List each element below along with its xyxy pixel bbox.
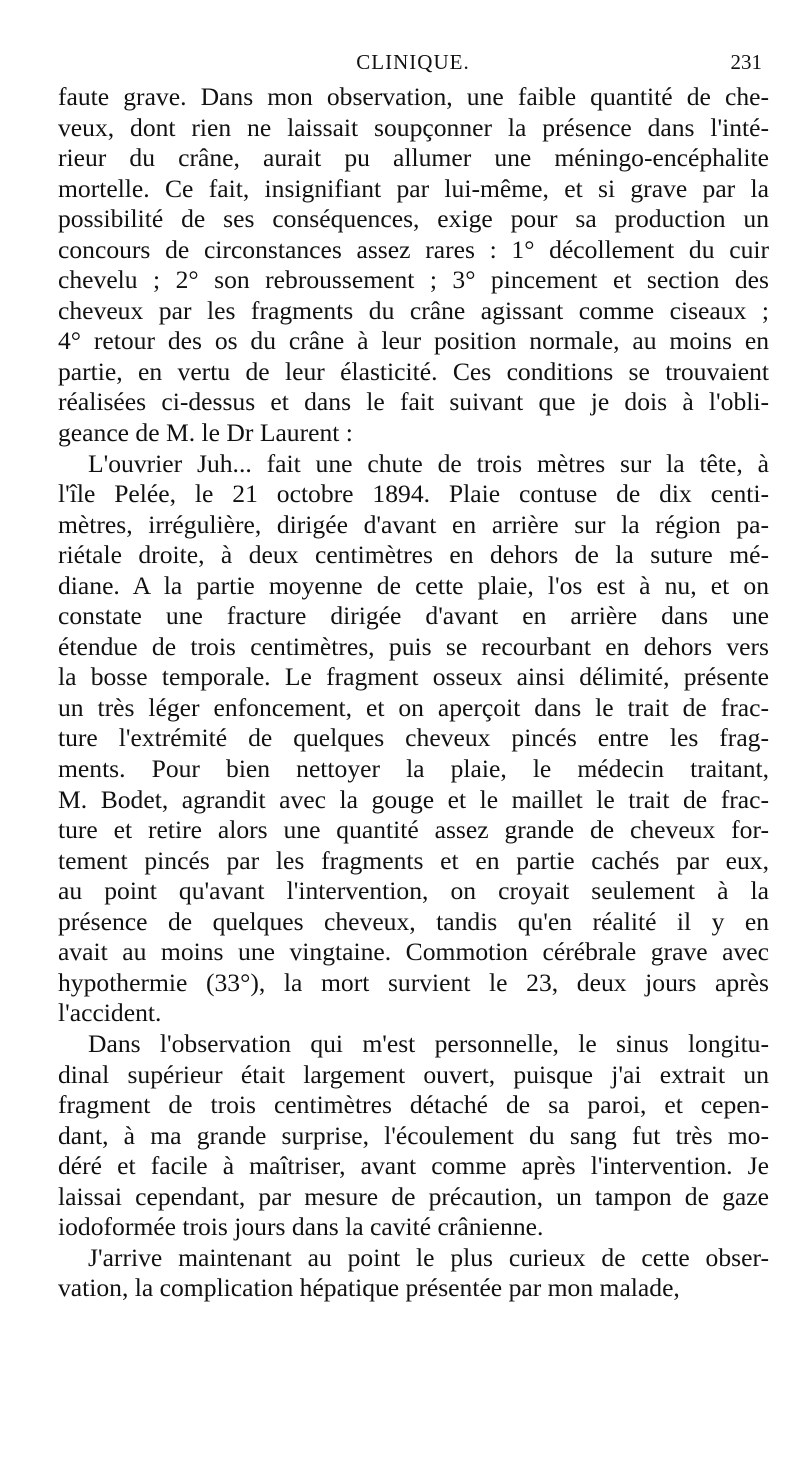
text-line: iodoformée trois jours dans la cavité crânienne. <box>58 1212 544 1242</box>
text-line: partie, en vertu de leur élasticité. Ces conditions se trouvaient <box>58 356 769 386</box>
text-line: L'ouvrier Juh... fait une chute de trois mètres sur la tête, à <box>88 448 769 478</box>
text-line: ture et retire alors une quantité assez grande de cheveux for- <box>58 815 769 845</box>
text-line: concours de circonstances assez rares : 1° décollement du cuir <box>58 234 769 264</box>
text-line: un très léger enfoncement, et on aperçoit dans le trait de frac- <box>58 692 769 722</box>
running-title: CLINIQUE. <box>356 50 470 74</box>
text-line: l'île Pelée, le 21 octobre 1894. Plaie contuse de dix centi- <box>58 479 769 509</box>
text-line: laissai cependant, par mesure de précaution, un tampon de gaze <box>58 1181 769 1211</box>
paragraph <box>58 82 769 449</box>
text-line: mortelle. Ce fait, insignifiant par lui-même, et si grave par la <box>58 173 769 203</box>
text-line: avait au moins une vingtaine. Commotion cérébrale grave avec <box>58 937 769 967</box>
text-line: réalisées ci-dessus et dans le fait suivant que je dois à l'obli- <box>58 387 769 417</box>
text-line: ments. Pour bien nettoyer la plaie, le médecin traitant, <box>58 754 769 784</box>
text-line: l'accident. <box>58 998 162 1028</box>
text-line: tement pincés par les fragments et en partie cachés par eux, <box>58 845 769 875</box>
page-number: 231 <box>730 50 762 74</box>
text-line: fragment de trois centimètres détaché de sa paroi, et cepen- <box>58 1090 769 1120</box>
text-line: vation, la complication hépatique présentée par mon malade, <box>58 1273 680 1303</box>
text-line: dant, à ma grande surprise, l'écoulement du sang fut très mo- <box>58 1120 769 1150</box>
text-line: M. Bodet, agrandit avec la gouge et le maillet le trait de frac- <box>58 784 769 814</box>
text-line: J'arrive maintenant au point le plus curieux de cette obser- <box>88 1242 769 1272</box>
text-line: geance de M. le Dr Laurent : <box>58 418 353 448</box>
text-line: chevelu ; 2° son rebroussement ; 3° pincement et section des <box>58 265 769 295</box>
text-line: au point qu'avant l'intervention, on croyait seulement à la <box>58 876 769 906</box>
text-line: hypothermie (33°), la mort survient le 23, deux jours après <box>58 967 769 997</box>
page-header <box>64 50 762 80</box>
paragraph <box>58 1243 769 1304</box>
text-line: étendue de trois centimètres, puis se recourbant en dehors vers <box>58 631 769 661</box>
text-line: Dans l'observation qui m'est personnelle, le sinus longitu- <box>88 1028 769 1058</box>
text-line: rieur du crâne, aurait pu allumer une méningo-encéphalite <box>58 143 769 173</box>
paragraph <box>58 1029 769 1243</box>
text-line: diane. A la partie moyenne de cette plaie, l'os est à nu, et on <box>58 570 769 600</box>
body-text <box>58 82 769 1304</box>
text-line: déré et facile à maîtriser, avant comme après l'intervention. Je <box>58 1151 769 1181</box>
text-line: faute grave. Dans mon observation, une faible quantité de che- <box>58 82 769 111</box>
text-line: constate une fracture dirigée d'avant en arrière dans une <box>58 601 769 631</box>
text-line: dinal supérieur était largement ouvert, puisque j'ai extrait un <box>58 1059 769 1089</box>
text-line: ture l'extrémité de quelques cheveux pincés entre les frag- <box>58 723 769 753</box>
text-line: mètres, irrégulière, dirigée d'avant en arrière sur la région pa- <box>58 509 769 539</box>
paragraph <box>58 449 769 1029</box>
text-line: présence de quelques cheveux, tandis qu'en réalité il y en <box>58 906 769 936</box>
text-line: riétale droite, à deux centimètres en dehors de la suture mé- <box>58 540 769 570</box>
text-line: veux, dont rien ne laissait soupçonner la présence dans l'inté- <box>58 112 769 142</box>
text-line: la bosse temporale. Le fragment osseux ainsi délimité, présente <box>58 662 769 692</box>
text-line: possibilité de ses conséquences, exige pour sa production un <box>58 204 769 234</box>
text-line: cheveux par les fragments du crâne agissant comme ciseaux ; <box>58 295 769 325</box>
text-line: 4° retour des os du crâne à leur position normale, au moins en <box>58 326 769 356</box>
